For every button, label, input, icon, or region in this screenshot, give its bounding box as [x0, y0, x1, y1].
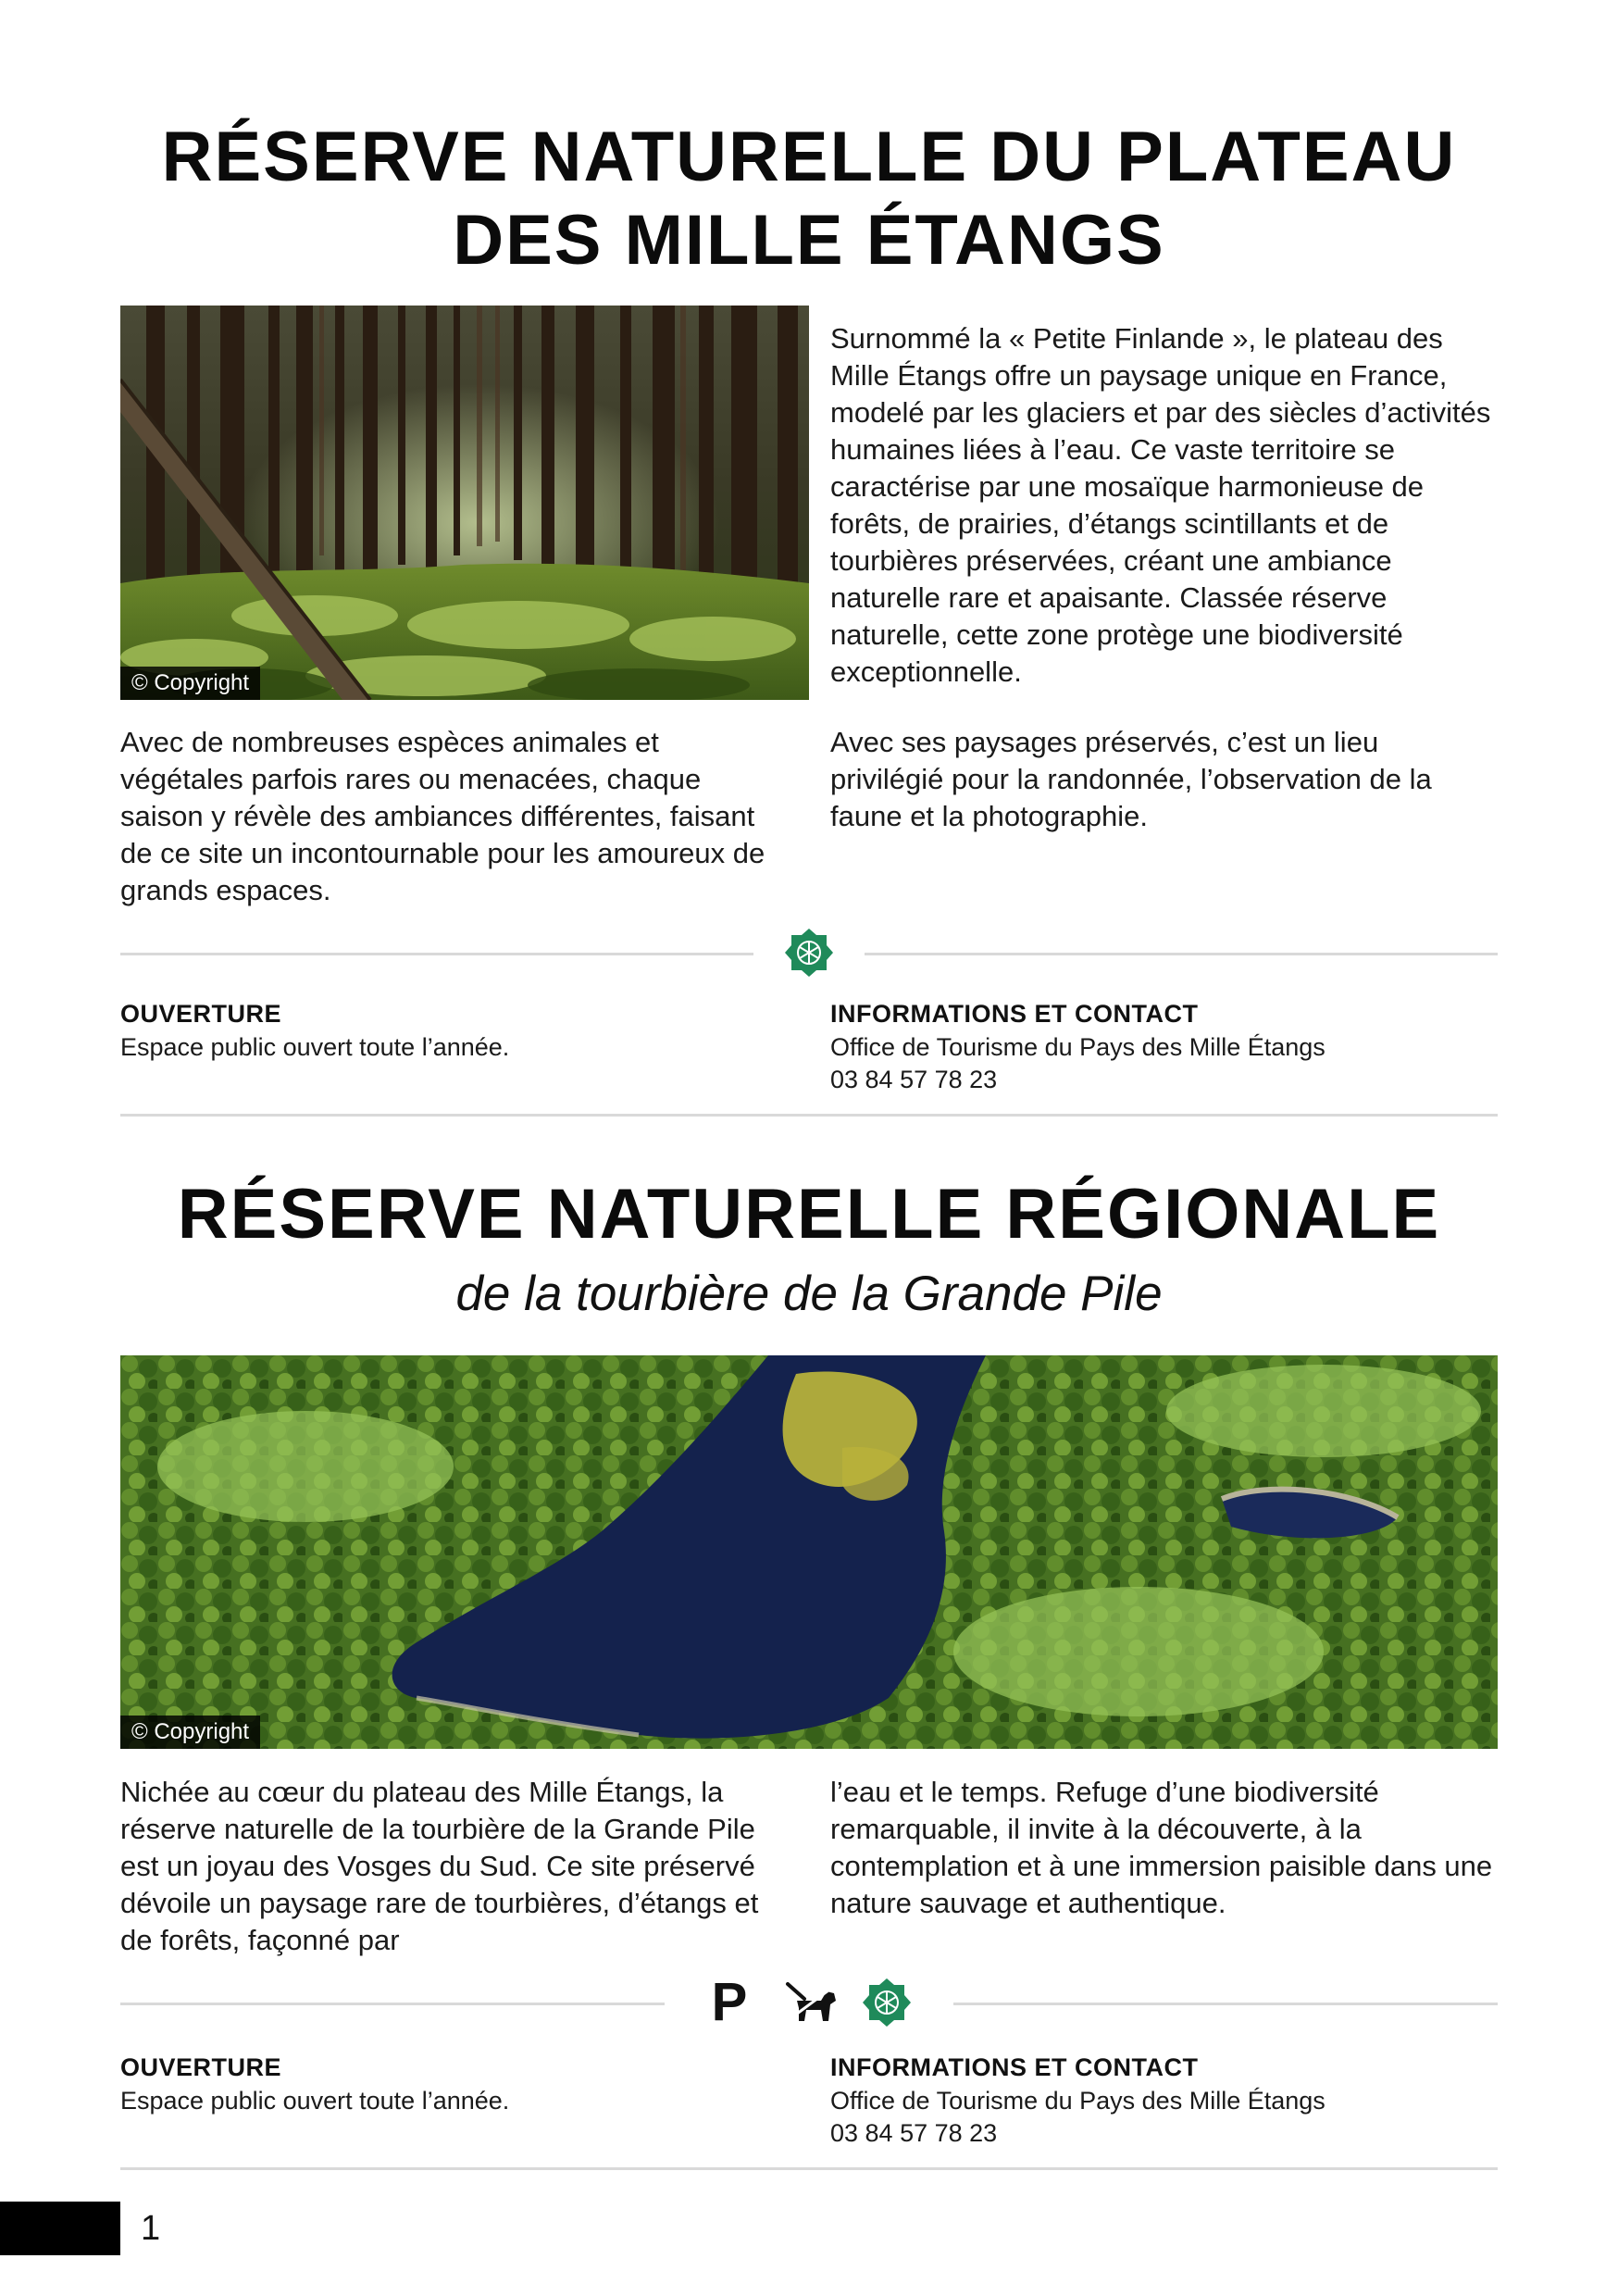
forest-photo: [120, 306, 809, 700]
peat-bog-aerial-photo-icon: [120, 1355, 1498, 1749]
peat-bog-aerial-photo: [120, 1355, 1498, 1749]
divider: [120, 2003, 665, 2005]
section-divider: [120, 1114, 1498, 1117]
copyright-label: © Copyright: [120, 667, 260, 700]
section2-subtitle: de la tourbière de la Grande Pile: [455, 1267, 1163, 1321]
page-marker-bar: [0, 2202, 120, 2255]
contact-label: INFORMATIONS ET CONTACT: [830, 1000, 1199, 1028]
section1-title-line2: DES MILLE ÉTANGS: [453, 201, 1165, 280]
contact-office: Office de Tourisme du Pays des Mille Étangs: [830, 1033, 1326, 1061]
contact-phone: 03 84 57 78 23: [830, 2119, 998, 2147]
opening-text: Espace public ouvert toute l’année.: [120, 1033, 510, 1061]
nature-reserve-icon: [861, 1977, 913, 2028]
section1-left-paragraph: Avec de nombreuses espèces animales et végétales parfois rares ou menacées, chaque saison y révèle des ambiances différentes, faisant de ce site un incontournable pour les amoureux de grands espaces.: [120, 726, 765, 906]
dogs-on-leash-icon: [783, 1978, 840, 2029]
section1-right-paragraph: Avec ses paysages préservés, c’est un lieu privilégié pour la randonnée, l’observation de la faune et la photographie.: [830, 726, 1432, 832]
contact-phone: 03 84 57 78 23: [830, 1066, 998, 1093]
section2-title: RÉSERVE NATURELLE RÉGIONALE: [177, 1175, 1441, 1254]
section1-title-line1: RÉSERVE NATURELLE DU PLATEAU: [161, 118, 1457, 196]
nature-reserve-icon: [783, 927, 835, 979]
section2-left-paragraph: Nichée au cœur du plateau des Mille Étangs, la réserve naturelle de la tourbière de la Grande Pile est un joyau des Vosges du Sud. Ce site préservé dévoile un paysage rare de tourbières, d’étangs et de forêts, façonné par: [120, 1776, 759, 1956]
contact-office: Office de Tourisme du Pays des Mille Étangs: [830, 2087, 1326, 2115]
forest-photo-icon: [120, 306, 809, 700]
divider: [953, 2003, 1498, 2005]
parking-letter: P: [711, 1972, 748, 2032]
opening-label: OUVERTURE: [120, 2053, 282, 2081]
section-divider: [120, 2167, 1498, 2170]
copyright-label: © Copyright: [120, 1716, 260, 1749]
section1-intro-paragraph: Surnommé la « Petite Finlande », le plateau des Mille Étangs offre un paysage unique en France, modelé par les glaciers et par des siècles d’activités humaines liées à l’eau. Ce vaste territoire se caractérise par une mosaïque harmonieuse de forêts, de prairies, d’étangs scintillants et de tourbières préservées, créant une ambiance naturelle rare et apaisante. Classée réserve naturelle, cette zone protège une biodiversité exceptionnelle.: [830, 322, 1491, 688]
section2-right-paragraph: l’eau et le temps. Refuge d’une biodiversité remarquable, il invite à la découverte, à la contemplation et à une immersion paisible dans une nature sauvage et authentique.: [830, 1776, 1493, 1919]
divider: [120, 953, 753, 955]
divider: [865, 953, 1498, 955]
parking-icon: [705, 1972, 753, 2032]
opening-text: Espace public ouvert toute l’année.: [120, 2087, 510, 2115]
page-number: 1: [141, 2209, 161, 2248]
opening-label: OUVERTURE: [120, 1000, 282, 1028]
contact-label: INFORMATIONS ET CONTACT: [830, 2053, 1199, 2081]
